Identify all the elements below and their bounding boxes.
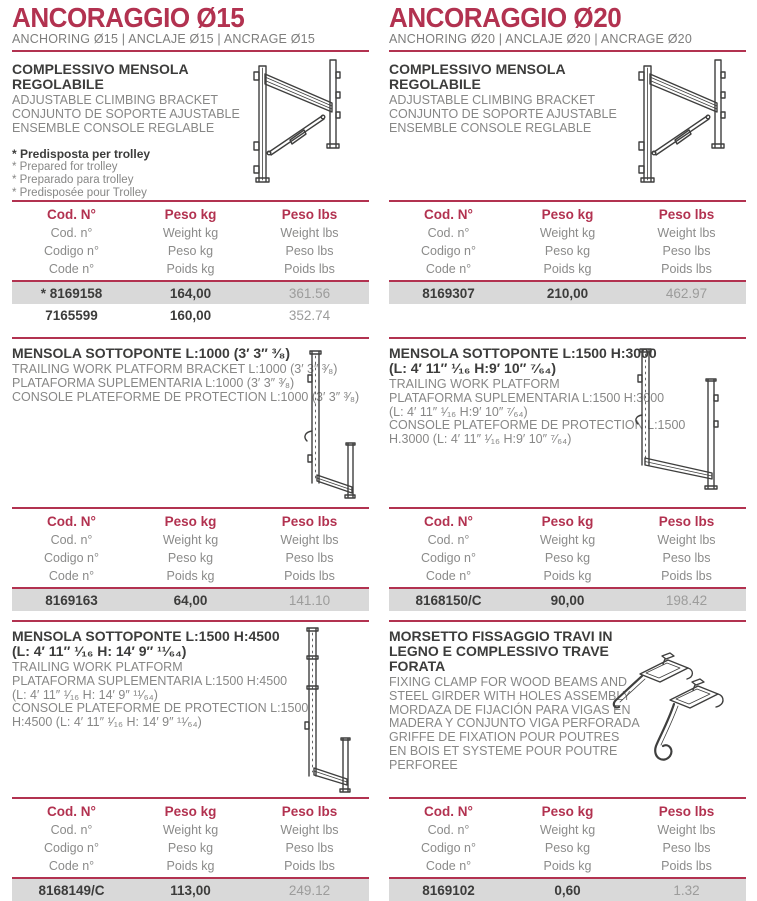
- code-cell: 8168150/C: [415, 592, 482, 608]
- code-cell: * 8169158: [40, 285, 103, 301]
- description-line: H.3000 (L: 4′ 11″ ¹⁄₁₆ H:9′ 10″ ⁷⁄₆₄): [389, 432, 572, 447]
- table-subheader-row: Code n° Poids kg Poids lbs: [48, 859, 335, 873]
- table-row: [12, 304, 369, 326]
- col-header-lbs: Peso lbs: [658, 804, 715, 819]
- description-line: CONJUNTO DE SOPORTE AJUSTABLE: [389, 106, 617, 121]
- table-zone: [389, 200, 746, 337]
- section-heading: (L: 4′ 11″ ¹⁄₁₆ H:9′ 10″ ⁷⁄₆₄): [389, 360, 557, 376]
- table-row: [12, 282, 369, 304]
- table-subheader-row: Code n° Poids kg Poids lbs: [425, 262, 712, 276]
- section-morsetto-fissaggio: [389, 620, 746, 797]
- weight-table-o20-bracket: [389, 200, 746, 304]
- table-zone: [389, 797, 746, 896]
- lbs-cell: 352.74: [288, 307, 331, 323]
- note-line: * Preparado para trolley: [12, 173, 134, 186]
- page-subtitle: ANCHORING Ø15 | ANCLAJE Ø15 | ANCRAGE Ø15: [12, 32, 315, 46]
- col-header-lbs: Peso lbs: [658, 514, 715, 529]
- table-row: [12, 589, 369, 611]
- table-subheader-row: Cod. n° Weight kg Weight lbs: [50, 533, 339, 547]
- kg-cell: 90,00: [550, 592, 585, 608]
- description-line: (L: 4′ 11″ ¹⁄₁₆ H: 14′ 9″ ¹¹⁄₆₄): [12, 687, 158, 702]
- table-header-row: [12, 205, 369, 224]
- description-line: ENSEMBLE CONSOLE REGLABLE: [389, 120, 592, 135]
- lbs-cell: 141.10: [288, 592, 331, 608]
- description-line: PERFOREE: [389, 757, 458, 772]
- section-climbing-bracket-o15: [12, 52, 369, 200]
- description-line: ADJUSTABLE CLIMBING BRACKET: [12, 93, 219, 107]
- table-subheader-row: Cod. n° Weight kg Weight lbs: [427, 533, 716, 547]
- description-line: MORDAZA DE FIJACIÓN PARA VIGAS EN: [389, 702, 631, 717]
- wood-beam-fixing-clamp-drawing: [610, 648, 740, 770]
- table-row: [389, 589, 746, 611]
- section-sottoponte-l1000: [12, 337, 369, 507]
- section-heading: LEGNO E COMPLESSIVO TRAVE: [389, 643, 609, 659]
- col-header-code: Cod. N°: [47, 804, 96, 819]
- kg-cell: 64,00: [173, 592, 208, 608]
- col-header-code: Cod. N°: [424, 514, 473, 529]
- table-row: [12, 879, 369, 901]
- description-line: CONSOLE PLATEFORME DE PROTECTION L:1000 (3′ 3″ ³⁄₈): [12, 389, 360, 404]
- table-subheader-row: Codigo n° Peso kg Peso lbs: [420, 841, 711, 855]
- lbs-cell: 361.56: [288, 285, 331, 301]
- table-header-row: [389, 205, 746, 224]
- table-zone: [12, 797, 369, 896]
- table-subheader-row: Codigo n° Peso kg Peso lbs: [420, 551, 711, 565]
- section-climbing-bracket-o20: [389, 52, 746, 200]
- lbs-cell: 198.42: [665, 592, 708, 608]
- table-header-row: [12, 802, 369, 821]
- section-heading: MENSOLA SOTTOPONTE L:1500 H:4500: [12, 628, 280, 644]
- adjustable-climbing-bracket-drawing: [617, 56, 732, 194]
- weight-table-sottoponte-h4500: [12, 797, 369, 901]
- table-subheader-row: Codigo n° Peso kg Peso lbs: [43, 551, 334, 565]
- lbs-cell: 462.97: [665, 285, 708, 301]
- code-cell: 8169307: [422, 285, 475, 301]
- col-header-kg: Peso kg: [541, 207, 594, 222]
- col-header-lbs: Peso lbs: [281, 804, 338, 819]
- col-header-kg: Peso kg: [541, 514, 594, 529]
- description-line: (L: 4′ 11″ ¹⁄₁₆ H:9′ 10″ ⁷⁄₆₄): [389, 404, 528, 419]
- weight-table-sottoponte-h3000: [389, 507, 746, 611]
- lbs-cell: 249.12: [288, 882, 331, 898]
- code-cell: 7165599: [45, 307, 98, 323]
- table-subheader-row: Cod. n° Weight kg Weight lbs: [50, 823, 339, 837]
- col-header-kg: Peso kg: [164, 207, 217, 222]
- table-row: [389, 879, 746, 901]
- description-line: PLATAFORMA SUPLEMENTARIA L:1500 H:3000: [389, 390, 665, 405]
- col-header-code: Cod. N°: [424, 207, 473, 222]
- table-header-row: [389, 512, 746, 531]
- section-heading: REGOLABILE: [12, 76, 104, 92]
- table-zone: [12, 200, 369, 337]
- description-line: EN BOIS ET SYSTEME POUR POUTRE: [389, 743, 618, 758]
- description-line: TRAILING WORK PLATFORM: [12, 660, 183, 674]
- description-line: TRAILING WORK PLATFORM: [389, 377, 560, 391]
- section-heading: (L: 4′ 11″ ¹⁄₁₆ H: 14′ 9″ ¹¹⁄₆₄): [12, 643, 187, 659]
- weight-table-o15-bracket: [12, 200, 369, 326]
- table-subheader-row: Code n° Poids kg Poids lbs: [425, 569, 712, 583]
- section-heading: COMPLESSIVO MENSOLA: [389, 61, 566, 77]
- description-line: ENSEMBLE CONSOLE REGLABLE: [12, 120, 215, 135]
- column-header-o20: [389, 2, 746, 52]
- table-subheader-row: Code n° Poids kg Poids lbs: [48, 262, 335, 276]
- table-subheader-row: Code n° Poids kg Poids lbs: [425, 859, 712, 873]
- section-heading: REGOLABILE: [389, 76, 481, 92]
- code-cell: 8169163: [45, 592, 98, 608]
- col-header-lbs: Peso lbs: [281, 514, 338, 529]
- col-header-kg: Peso kg: [164, 804, 217, 819]
- description-line: FIXING CLAMP FOR WOOD BEAMS AND: [389, 675, 627, 689]
- section-heading: FORATA: [389, 658, 446, 674]
- col-header-lbs: Peso lbs: [658, 207, 715, 222]
- weight-table-sottoponte-l1000: [12, 507, 369, 611]
- trailing-platform-l1000-drawing: [282, 347, 357, 502]
- description-line: CONSOLE PLATEFORME DE PROTECTION L:1500: [389, 418, 686, 433]
- description-line: ADJUSTABLE CLIMBING BRACKET: [389, 93, 596, 107]
- description-line: GRIFFE DE FIXATION POUR POUTRES: [389, 730, 620, 745]
- section-sottoponte-l1500-h4500: [12, 620, 369, 797]
- section-heading: COMPLESSIVO MENSOLA: [12, 61, 189, 77]
- kg-cell: 210,00: [546, 285, 589, 301]
- description-line: PLATAFORMA SUPLEMENTARIA L:1000 (3′ 3″ ³⁄₈): [12, 375, 295, 390]
- table-subheader-row: Code n° Poids kg Poids lbs: [48, 569, 335, 583]
- description-line: TRAILING WORK PLATFORM BRACKET L:1000 (3′ 3″ ³⁄₈): [12, 362, 338, 376]
- description-line: CONJUNTO DE SOPORTE AJUSTABLE: [12, 106, 240, 121]
- table-subheader-row: Cod. n° Weight kg Weight lbs: [50, 226, 339, 240]
- table-subheader-row: Cod. n° Weight kg Weight lbs: [427, 823, 716, 837]
- col-header-code: Cod. N°: [424, 804, 473, 819]
- table-subheader-row: Codigo n° Peso kg Peso lbs: [43, 244, 334, 258]
- note-line: * Predisposée pour Trolley: [12, 186, 147, 199]
- col-header-lbs: Peso lbs: [281, 207, 338, 222]
- table-subheader-row: Codigo n° Peso kg Peso lbs: [420, 244, 711, 258]
- col-header-kg: Peso kg: [164, 514, 217, 529]
- page-title: ANCORAGGIO Ø20: [389, 2, 622, 33]
- kg-cell: 0,60: [554, 882, 581, 898]
- trailing-platform-l1500-h4500-drawing: [281, 626, 359, 794]
- weight-table-morsetto: [389, 797, 746, 901]
- description-line: STEEL GIRDER WITH HOLES ASSEMBLY: [389, 688, 631, 703]
- table-zone: [389, 507, 746, 620]
- description-line: PLATAFORMA SUPLEMENTARIA L:1500 H:4500: [12, 673, 288, 688]
- col-header-code: Cod. N°: [47, 514, 96, 529]
- description-line: H:4500 (L: 4′ 11″ ¹⁄₁₆ H: 14′ 9″ ¹¹⁄₆₄): [12, 715, 202, 730]
- col-header-code: Cod. N°: [47, 207, 96, 222]
- note-line: * Predisposta per trolley: [12, 147, 151, 162]
- section-heading: MENSOLA SOTTOPONTE L:1000 (3′ 3″ ³⁄₈): [12, 345, 290, 361]
- note-line: * Prepared for trolley: [12, 161, 118, 174]
- page-subtitle: ANCHORING Ø20 | ANCLAJE Ø20 | ANCRAGE Ø20: [389, 32, 692, 46]
- page-title: ANCORAGGIO Ø15: [12, 2, 245, 33]
- kg-cell: 113,00: [170, 882, 211, 898]
- col-header-kg: Peso kg: [541, 804, 594, 819]
- lbs-cell: 1.32: [673, 882, 700, 898]
- kg-cell: 164,00: [169, 285, 212, 301]
- column-header-o15: [12, 2, 369, 52]
- description-line: CONSOLE PLATEFORME DE PROTECTION L:1500: [12, 701, 309, 716]
- column-anchoring-o20: [389, 2, 746, 898]
- code-cell: 8168149/C: [38, 882, 105, 898]
- table-row: [389, 282, 746, 304]
- section-heading: MENSOLA SOTTOPONTE L:1500 H:3000: [389, 345, 657, 361]
- code-cell: 8169102: [422, 882, 475, 898]
- kg-cell: 160,00: [169, 307, 212, 323]
- table-zone: [12, 507, 369, 620]
- description-line: MADERA Y CONJUNTO VIGA PERFORADA: [389, 716, 640, 731]
- adjustable-climbing-bracket-drawing: [232, 56, 347, 194]
- table-subheader-row: Codigo n° Peso kg Peso lbs: [43, 841, 334, 855]
- table-header-row: [12, 512, 369, 531]
- trailing-platform-l1500-h3000-drawing: [626, 345, 728, 495]
- section-sottoponte-l1500-h3000: [389, 337, 746, 507]
- table-header-row: [389, 802, 746, 821]
- table-subheader-row: Cod. n° Weight kg Weight lbs: [427, 226, 716, 240]
- column-anchoring-o15: [12, 2, 369, 898]
- section-heading: MORSETTO FISSAGGIO TRAVI IN: [389, 628, 613, 644]
